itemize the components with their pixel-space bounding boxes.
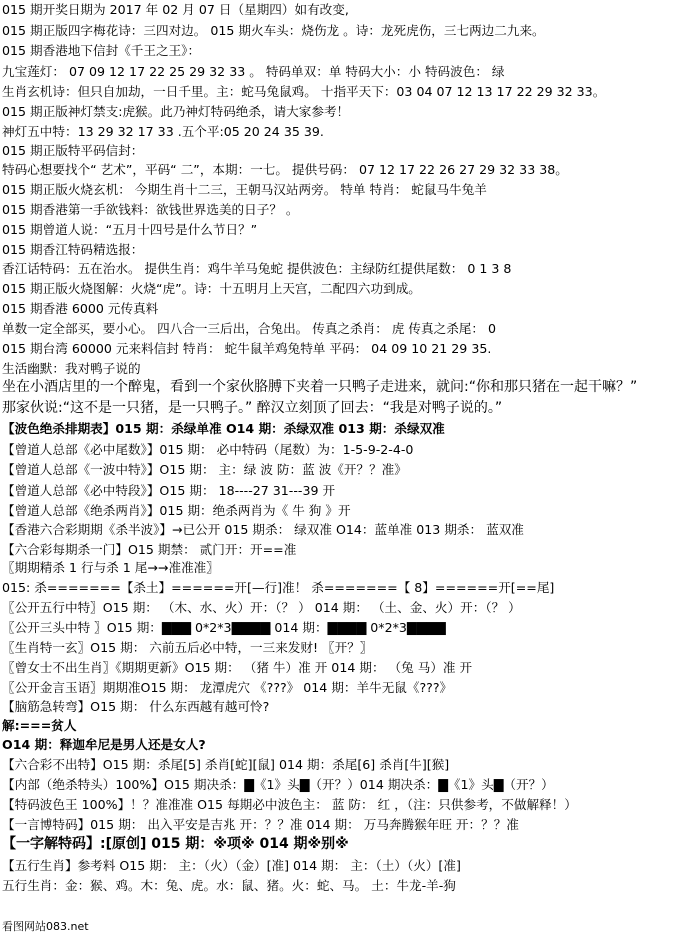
text-line: 015 期正版火烧图解：火烧“虎”。诗：十五明月上天宫，二配四六功到成。	[2, 281, 421, 296]
text-line: 那家伙说:“这不是一只猪，是一只鸭子。” 醉汉立刻顶了回去：“我是对鸭子说的。”	[2, 400, 503, 416]
text-line: 【香港六合彩期期《杀半波》】→已公开 015 期杀： 绿双准 O14：蓝单准 013 期杀： 蓝双准	[2, 522, 524, 537]
text-line: 【五行生肖】参考料 O15 期： 主：（火）（金）[准] 014 期： 主：（土）（火）[准]	[2, 858, 461, 873]
text-line: 【一言博特码】015 期： 出入平安是吉兆 开：？？准 014 期： 万马奔腾猴年旺 开：？？准	[2, 817, 519, 832]
text-line: 神灯五中特：13 29 32 17 33 .五个平:05 20 24 35 39.	[2, 124, 324, 139]
text-line: 015 期香江特码精选报：	[2, 242, 144, 257]
text-line: 015 期正版火烧玄机： 今期生肖十二三，王朝马汉站两旁。 特单 特肖： 蛇鼠马牛兔羊	[2, 182, 487, 197]
text-line: 【曾道人总部《必中特段》】O15 期： 18----27 31---39 开	[2, 483, 336, 498]
text-line: 〖生肖特一玄〗O15 期： 六前五后必中特，一三来发财! 〖开？〗	[2, 640, 373, 655]
text-line: 生活幽默：我对鸭子说的	[2, 361, 141, 376]
text-line: 【曾道人总部《绝杀两肖》】015 期：绝杀两肖为《 牛 狗 》开	[2, 503, 351, 518]
text-line: 015 期香港地下信封《千王之王》：	[2, 43, 201, 58]
text-line: 五行生肖：金：猴、鸡。木：兔、虎。水：鼠、猪。火：蛇、马。 土：牛龙-羊-狗	[2, 878, 456, 893]
text-line: 九宝莲灯： 07 09 12 17 22 25 29 32 33 。 特码单双：单 特码大小：小 特码波色： 绿	[2, 64, 505, 79]
text-line: 015 期正版四字梅花诗：三四对边。 015 期火车头：烧伤龙 。诗：龙死虎伤，三七两边二九来。	[2, 23, 545, 38]
text-line: 【曾道人总部《必中尾数》】015 期： 必中特码（尾数）为：1-5-9-2-4-0	[2, 442, 414, 457]
text-line: 【脑筋急转弯】O15 期： 什么东西越有越可怜?	[2, 699, 270, 714]
text-line: 【内部（绝杀特头）100%】O15 期决杀：▇《1》头▇（开？）014 期决杀：▇《1》头▇（开？）	[2, 777, 554, 792]
text-line: 【六合彩不出特】O15 期：杀尾[5] 杀肖[蛇][鼠] 014 期：杀尾[6] 杀肖[牛][猴]	[2, 757, 450, 772]
text-line: 【波色绝杀排期表】015 期：杀绿单准 O14 期：杀绿双准 013 期：杀绿双准	[2, 421, 445, 436]
text-line: 特码心想要找个“ 艺术”，平码“ 二”，本期：一七。 提供号码： 07 12 17 22 26 27 29 32 33 38。	[2, 162, 568, 177]
text-line: 〖公开五行中特〗O15 期： （木、水、火）开：（？ ） 014 期： （土、金、火）开：（？ ）	[2, 600, 521, 615]
text-line: 〖期期精杀 1 行与杀 1 尾→→准准准〗	[2, 560, 219, 575]
text-line: 【一字解特码】:[原创] 015 期：※项※ 014 期※别※	[2, 836, 349, 852]
text-line: 【六合彩每期杀一门】O15 期禁： 贰门开：开==准	[2, 542, 297, 557]
text-line: 015 期香港第一手欲钱料：欲钱世界选美的日子？ 。	[2, 202, 299, 217]
text-line: 生肖玄机诗：但只自加劫，一日千里。主：蛇马兔鼠鸡。 十指平天下：03 04 07 12 13 17 22 29 32 33。	[2, 84, 606, 99]
text-line: 015 期开奖日期为 2017 年 02 月 07 日（星期四）如有改变,	[2, 2, 349, 17]
text-line: 015 期台湾 60000 元来料信封 特肖： 蛇牛鼠羊鸡兔特单 平码： 04 09 10 21 29 35.	[2, 341, 492, 356]
text-line: 香江话特码：五在治水。 提供生肖：鸡牛羊马兔蛇 提供波色：主绿防红提供尾数： 0 1 3 8	[2, 261, 512, 276]
text-line: O14 期：释迦牟尼是男人还是女人?	[2, 737, 206, 752]
text-line: 【特码波色王 100%】！？准准准 O15 每期必中波色主： 蓝 防： 红 ，（注：只供参考，不做解释！）	[2, 797, 577, 812]
text-line: 015 期正版神灯禁支:虎猴。此乃神灯特码绝杀，请大家参考！	[2, 104, 350, 119]
text-line: 015 期正版特平码信封：	[2, 143, 144, 158]
text-line: 【曾道人总部《一波中特》】O15 期： 主：绿 波 防：蓝 波《开？？准》	[2, 462, 407, 477]
text-line: 坐在小酒店里的一个醉鬼，看到一个家伙胳膊下夹着一只鸭子走进来，就问:“你和那只猪在一起干嘛？”	[2, 379, 638, 395]
text-line: 〖公开金言玉语〗期期准O15 期： 龙潭虎穴 《???》 014 期：羊牛无鼠《???》	[2, 680, 453, 695]
text-line: 〖曾女士不出生肖〗《期期更新》O15 期： （猪 牛）准 开 014 期： （兔 马）准 开	[2, 660, 473, 675]
site-footer: 看图网站083.net	[2, 920, 89, 933]
text-line: 解:===贫人	[2, 718, 77, 733]
text-line: 015 期香港 6000 元传真料	[2, 301, 159, 316]
text-line: 〖公开三头中特 〗O15 期：▇▇▇ 0*2*3▇▇▇▇ 014 期：▇▇▇▇ 0*2*3▇▇▇▇	[2, 620, 446, 635]
text-line: 015: 杀=======【杀土】======开[—行]准！ 杀=======【 8】======开[==尾]	[2, 580, 555, 595]
text-line: 单数一定全部买，要小心。 四八合一三后出，合兔出。 传真之杀肖： 虎 传真之杀尾： 0	[2, 321, 496, 336]
text-line: 015 期曾道人说：“五月十四号是什么节日？”	[2, 222, 258, 237]
